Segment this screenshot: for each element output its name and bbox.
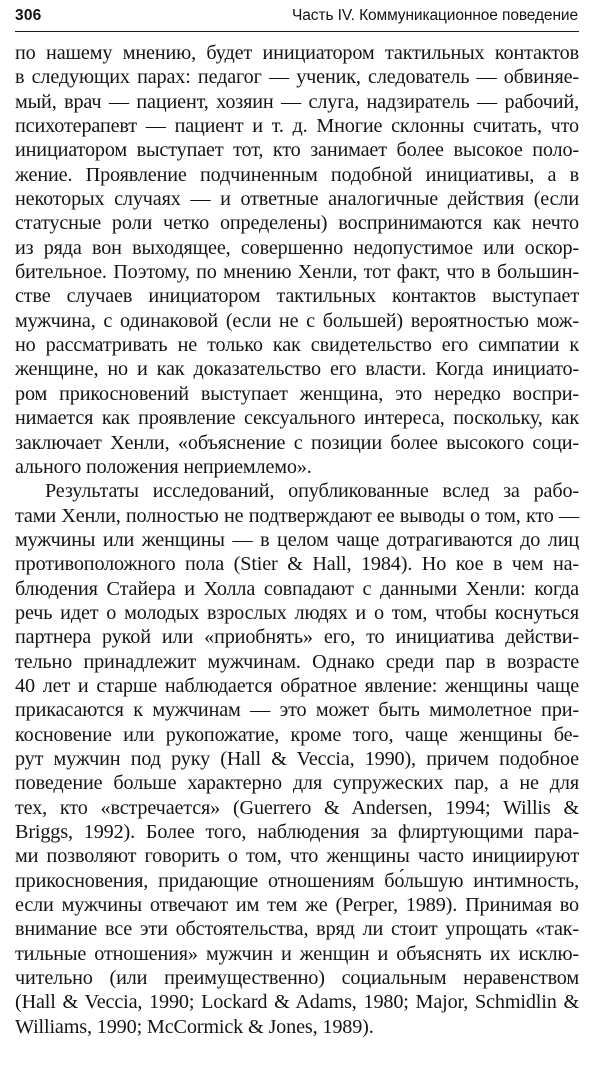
text-line: по нашему мнению, будет инициатором тактильных контактов xyxy=(15,42,579,64)
text-line: мужчины или женщины — в целом чаще дотрагиваются до лиц xyxy=(15,528,579,551)
book-page xyxy=(15,0,579,1039)
text-line: женщине, но и как доказательство его власти. Когда инициато- xyxy=(15,358,579,381)
paragraph xyxy=(15,41,579,479)
text-line: прикасаются к мужчинам — это может быть мимолетное при- xyxy=(15,699,579,722)
text-line: из ряда вон выходящее, совершенно недопустимое или оскор- xyxy=(15,236,579,259)
text-line: инициатором выступает тот, кто занимает более высокое поло- xyxy=(15,139,579,162)
text-line: в следующих парах: педагог — ученик, следователь — обвиняе- xyxy=(15,66,579,89)
text-line: речь идет о молодых взрослых людях и о том, чтобы коснуться xyxy=(15,601,579,624)
paragraph xyxy=(15,479,579,1039)
text-line: нимается как проявление сексуального интереса, поскольку, как xyxy=(15,407,579,430)
text-line: ром прикосновений выступает женщина, это нередко воспри- xyxy=(15,382,579,405)
text-line: мужчина, с одинаковой (если не с большей) вероятностью мож- xyxy=(15,309,579,332)
text-line: статусные роли четко определены) воспринимаются как нечто xyxy=(15,212,579,235)
text-line: Briggs, 1992). Более того, наблюдения за флиртующими пара- xyxy=(15,821,579,843)
text-line: тельно принадлежит мужчинам. Однако среди пар в возрасте xyxy=(15,650,579,673)
text-line: ми позволяют говорить о том, что женщины часто инициируют xyxy=(15,845,579,868)
text-line: Williams, 1990; McCormick & Jones, 1989). xyxy=(15,1015,374,1038)
text-line: косновение или рукопожатие, кроме того, чаще женщины бе- xyxy=(15,723,579,746)
text-line: жение. Проявление подчиненным подобной инициативы, а в xyxy=(15,163,579,186)
text-line: чительно (или преимущественно) социальным неравенством xyxy=(15,967,579,990)
text-line: рут мужчин под руку (Hall & Veccia, 1990), причем подобное xyxy=(15,747,579,770)
text-line: психотерапевт — пациент и т. д. Многие склонны считать, что xyxy=(15,115,579,138)
text-line: бительное. Поэтому, по мнению Хенли, тот факт, что в большин- xyxy=(15,261,579,284)
text-line: заключает Хенли, «объяснение с позиции более высокого соци- xyxy=(15,431,579,454)
text-line: тильные отношения» мужчин и женщин и объяснять их исклю- xyxy=(15,942,579,965)
text-line: но рассматривать не только как свидетельство его симпатии к xyxy=(15,334,579,357)
text-line: тех, кто «встречается» (Guerrero & Andersen, 1994; Willis & xyxy=(15,796,579,819)
text-line: партнера рукой или «приобнять» его, то инициатива действи- xyxy=(15,626,579,649)
text-line: тами Хенли, полностью не подтверждают ее выводы о том, кто — xyxy=(15,504,579,527)
text-line: ального положения неприемлемо». xyxy=(15,455,312,478)
text-line: противоположного пола (Stier & Hall, 1984). Но кое в чем на- xyxy=(15,553,579,576)
text-line: 40 лет и старше наблюдается обратное явление: женщины чаще xyxy=(15,674,579,697)
text-line: мый, врач — пациент, хозяин — слуга, надзиратель — рабочий, xyxy=(15,90,579,113)
page-number: 306 xyxy=(15,7,42,24)
body-text xyxy=(15,41,579,1039)
text-line: внимание все эти обстоятельства, вряд ли стоит упрощать «так- xyxy=(15,918,579,941)
text-line: прикосновения, придающие отношениям бо́льшую интимность, xyxy=(15,869,579,892)
text-line: если мужчины отвечают им тем же (Perper, 1989). Принимая во xyxy=(15,894,579,917)
running-head xyxy=(15,0,579,32)
text-line: поведение больше характерно для супружеских пар, а не для xyxy=(15,772,579,795)
text-line: стве случаев инициатором тактильных контактов выступает xyxy=(15,285,579,308)
text-line: Результаты исследований, опубликованные вслед за рабо- xyxy=(45,480,579,503)
chapter-title: Часть IV. Коммуникационное поведение xyxy=(292,7,578,24)
text-line: блюдения Стайера и Холла совпадают с данными Хенли: когда xyxy=(15,577,579,600)
text-line: некоторых случаях — и ответные аналогичные действия (если xyxy=(15,188,579,211)
text-line: (Hall & Veccia, 1990; Lockard & Adams, 1980; Major, Schmidlin & xyxy=(15,991,579,1014)
